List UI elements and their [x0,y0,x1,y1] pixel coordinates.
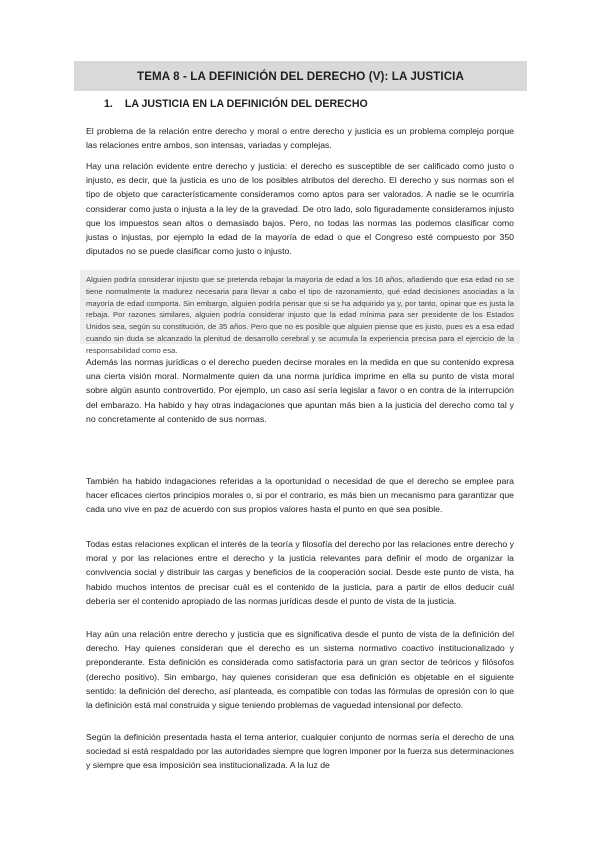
example-quote-text: Alguien podría considerar injusto que se pretenda rebajar la mayoría de edad a los 16 años, añadiendo que esa edad no se tiene normalmente la madurez necesaria para llevar a cabo el tipo de razonamiento, qué edad decisiones asociadas a la mayoría de edad comporta. Sin embargo, alguien podría pensar que si se ha adquirido ya y, por tanto, opinar que es justa la rebaja. Por razones similares, alguien podría considerar injusto que la edad mínima para ser presidente de los Estados Unidos sea, según su constitución, de 35 años. Pero que no es posible que alguien piense que es justo, pues es a esa edad cuando sin duda se alcanzado la plenitud de desarrollo cerebral y se acumula la experiencia precisa para el ejercicio de la responsabilidad como esa. [86,275,514,355]
section-heading [104,98,368,110]
paragraph-6: Hay aún una relación entre derecho y justicia que es significativa desde el punto de vista de la definición del derecho. Hay quienes consideran que el derecho es un sistema normativo coactivo institucionalizado y preponderante. Esta definición es considerada como satisfactoria para un gran sector de teóricos y filósofos (derecho positivo). Sin embargo, hay quienes consideran que esa definición es objetable en el siguiente sentido: la definición del derecho, así planteada, es compatible con todas las fórmulas de opresión con lo que la definición está mal construida y sigue teniendo problemas de vaguedad intensional por defecto. [86,629,514,711]
page-title: TEMA 8 - LA DEFINICIÓN DEL DERECHO (V): LA JUSTICIA [137,69,464,83]
title-banner [74,61,527,91]
paragraph-5: Todas estas relaciones explican el interés de la teoría y filosofía del derecho por las relaciones entre derecho y moral y por las relaciones entre el derecho y la justicia relevantes para definir el modo de organizar la convivencia social y distribuir las cargas y beneficios de la cooperación social. Desde este punto de vista, ha habido muchos intentos de precisar cuál es el contenido de la justicia, para a partir de ellos deducir cuál debería ser el contenido apropiado de las normas jurídicas desde el punto de vista de la justicia. [86,539,514,606]
paragraph-2: Hay una relación evidente entre derecho y justicia: el derecho es susceptible de ser calificado como justo o injusto, es decir, que la justicia es uno de los posibles atributos del derecho. El derecho y sus normas son el tipo de objeto que característicamente consideramos como aptos para ser valorados. A nadie se le ocurriría considerar como justa o injusta a la ley de la gravedad. De otro lado, solo figuradamente consideramos injusto que los impuestos sean altos o demasiado bajos. Pero, no todas las normas las podemos clasificar como justas o injustas, por ejemplo la edad de la mayoría de edad o que el Congreso esté compuesto por 350 diputados no se puede clasificar como justo o injusto. [86,161,514,257]
paragraph-1: El problema de la relación entre derecho y moral o entre derecho y justicia es un problema complejo porque las relaciones entre ambos, son intensas, variadas y complejas. [86,126,514,151]
paragraph-3: Además las normas jurídicas o el derecho pueden decirse morales en la medida en que su contenido expresa una cierta visión moral. Normalmente quien da una norma jurídica imprime en ella su punto de vista moral sobre algún asunto controvertido. Por ejemplo, un caso así sería legislar a favor o en contra de la interrupción del embarazo. Ha habido y hay otras indagaciones que apuntan más bien a la justicia del derecho como tal y no concretamente al contenido de sus normas. [86,357,514,424]
section-title: LA JUSTICIA EN LA DEFINICIÓN DEL DERECHO [124,98,368,110]
section-number: 1. [104,98,113,110]
example-quote-box [80,270,520,355]
paragraph-7: Según la definición presentada hasta el tema anterior, cualquier conjunto de normas sería el derecho de una sociedad si está respaldado por las autoridades siempre que logren imponer por la fuerza sus determinaciones y siempre que esa imposición sea institucionalizada. A la luz de [86,732,514,771]
paragraph-4: También ha habido indagaciones referidas a la oportunidad o necesidad de que el derecho se emplee para hacer eficaces ciertos principios morales o, si por el contrario, es más bien un mecanismo para garantizar que cada uno vive en paz de acuerdo con sus propios valores hasta el punto en que sea posible. [86,476,514,515]
